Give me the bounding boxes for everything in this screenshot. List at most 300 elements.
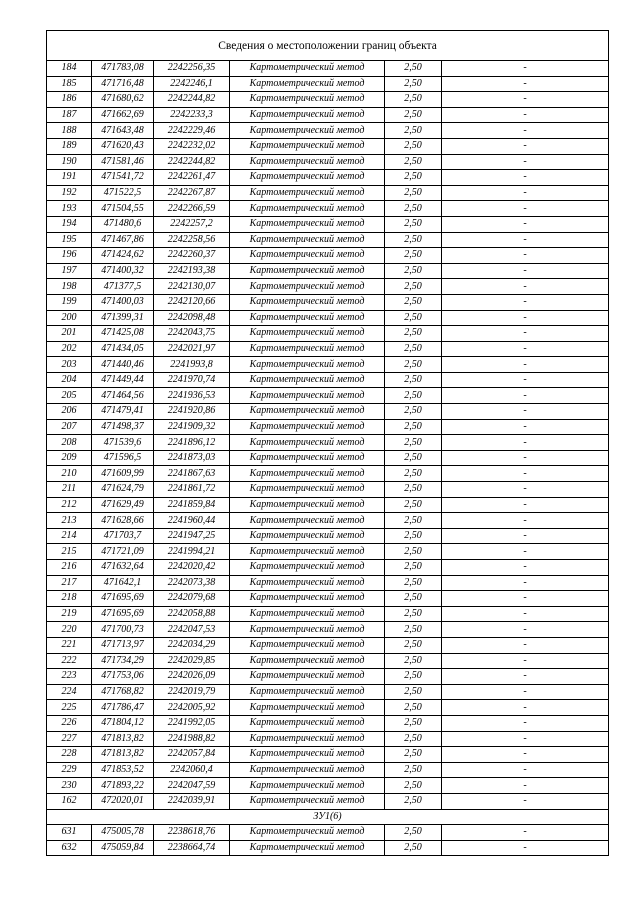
method: Картометрический метод — [230, 232, 385, 248]
y-coordinate: 2242058,88 — [154, 606, 230, 622]
method: Картометрический метод — [230, 762, 385, 778]
table-header-row — [47, 31, 609, 61]
accuracy: 2,50 — [385, 528, 442, 544]
point-number: 216 — [47, 560, 92, 576]
accuracy: 2,50 — [385, 357, 442, 373]
table-row — [47, 92, 609, 108]
method: Картометрический метод — [230, 76, 385, 92]
note: - — [442, 388, 609, 404]
note: - — [442, 825, 609, 841]
point-number: 632 — [47, 840, 92, 856]
point-number: 187 — [47, 107, 92, 123]
accuracy: 2,50 — [385, 326, 442, 342]
x-coordinate: 475059,84 — [92, 840, 154, 856]
note: - — [442, 279, 609, 295]
method: Картометрический метод — [230, 778, 385, 794]
method: Картометрический метод — [230, 450, 385, 466]
note: - — [442, 591, 609, 607]
y-coordinate: 2242098,48 — [154, 310, 230, 326]
method: Картометрический метод — [230, 560, 385, 576]
table-row — [47, 419, 609, 435]
method: Картометрический метод — [230, 700, 385, 716]
note: - — [442, 513, 609, 529]
x-coordinate: 471713,97 — [92, 637, 154, 653]
table-row — [47, 388, 609, 404]
method: Картометрический метод — [230, 435, 385, 451]
rows-body — [47, 61, 609, 810]
x-coordinate: 471440,46 — [92, 357, 154, 373]
accuracy: 2,50 — [385, 747, 442, 763]
accuracy: 2,50 — [385, 606, 442, 622]
x-coordinate: 471753,06 — [92, 669, 154, 685]
accuracy: 2,50 — [385, 92, 442, 108]
x-coordinate: 471628,66 — [92, 513, 154, 529]
method: Картометрический метод — [230, 185, 385, 201]
x-coordinate: 472020,01 — [92, 793, 154, 809]
accuracy: 2,50 — [385, 170, 442, 186]
table-row — [47, 294, 609, 310]
point-number: 227 — [47, 731, 92, 747]
table-row — [47, 560, 609, 576]
method: Картометрический метод — [230, 357, 385, 373]
point-number: 230 — [47, 778, 92, 794]
y-coordinate: 2242034,29 — [154, 637, 230, 653]
table-row — [47, 606, 609, 622]
method: Картометрический метод — [230, 653, 385, 669]
table-row — [47, 637, 609, 653]
note: - — [442, 700, 609, 716]
y-coordinate: 2241988,82 — [154, 731, 230, 747]
accuracy: 2,50 — [385, 450, 442, 466]
x-coordinate: 471643,48 — [92, 123, 154, 139]
method: Картометрический метод — [230, 575, 385, 591]
method: Картометрический метод — [230, 840, 385, 856]
method: Картометрический метод — [230, 544, 385, 560]
method: Картометрический метод — [230, 622, 385, 638]
y-coordinate: 2242019,79 — [154, 684, 230, 700]
note: - — [442, 606, 609, 622]
note: - — [442, 450, 609, 466]
table-row — [47, 201, 609, 217]
x-coordinate: 471662,69 — [92, 107, 154, 123]
table-row — [47, 107, 609, 123]
y-coordinate: 2242193,38 — [154, 263, 230, 279]
x-coordinate: 471498,37 — [92, 419, 154, 435]
table-title: Сведения о местоположении границ объекта — [47, 31, 609, 61]
table-row — [47, 513, 609, 529]
y-coordinate: 2242258,56 — [154, 232, 230, 248]
table-row — [47, 232, 609, 248]
accuracy: 2,50 — [385, 310, 442, 326]
point-number: 186 — [47, 92, 92, 108]
note: - — [442, 653, 609, 669]
method: Картометрический метод — [230, 201, 385, 217]
accuracy: 2,50 — [385, 123, 442, 139]
method: Картометрический метод — [230, 154, 385, 170]
table-row — [47, 466, 609, 482]
method: Картометрический метод — [230, 216, 385, 232]
y-coordinate: 2241909,32 — [154, 419, 230, 435]
x-coordinate: 471504,55 — [92, 201, 154, 217]
table-row — [47, 404, 609, 420]
x-coordinate: 471629,49 — [92, 497, 154, 513]
note: - — [442, 92, 609, 108]
accuracy: 2,50 — [385, 185, 442, 201]
table-row — [47, 700, 609, 716]
table-row — [47, 762, 609, 778]
accuracy: 2,50 — [385, 388, 442, 404]
point-number: 194 — [47, 216, 92, 232]
y-coordinate: 2242233,3 — [154, 107, 230, 123]
point-number: 195 — [47, 232, 92, 248]
method: Картометрический метод — [230, 825, 385, 841]
section-label: ЗУ1(6) — [47, 809, 609, 825]
note: - — [442, 466, 609, 482]
point-number: 198 — [47, 279, 92, 295]
table-row — [47, 154, 609, 170]
note: - — [442, 294, 609, 310]
note: - — [442, 170, 609, 186]
x-coordinate: 471642,1 — [92, 575, 154, 591]
note: - — [442, 326, 609, 342]
method: Картометрический метод — [230, 466, 385, 482]
point-number: 202 — [47, 341, 92, 357]
point-number: 218 — [47, 591, 92, 607]
point-number: 224 — [47, 684, 92, 700]
table-row — [47, 622, 609, 638]
point-number: 228 — [47, 747, 92, 763]
y-coordinate: 2242079,68 — [154, 591, 230, 607]
y-coordinate: 2242244,82 — [154, 154, 230, 170]
y-coordinate: 2242029,85 — [154, 653, 230, 669]
method: Картометрический метод — [230, 263, 385, 279]
point-number: 215 — [47, 544, 92, 560]
note: - — [442, 372, 609, 388]
point-number: 189 — [47, 138, 92, 154]
point-number: 201 — [47, 326, 92, 342]
method: Картометрический метод — [230, 388, 385, 404]
table-row — [47, 669, 609, 685]
point-number: 226 — [47, 715, 92, 731]
x-coordinate: 471541,72 — [92, 170, 154, 186]
note: - — [442, 216, 609, 232]
note: - — [442, 201, 609, 217]
table-row — [47, 840, 609, 856]
point-number: 196 — [47, 248, 92, 264]
table-row — [47, 357, 609, 373]
accuracy: 2,50 — [385, 248, 442, 264]
x-coordinate: 471624,79 — [92, 482, 154, 498]
x-coordinate: 471703,7 — [92, 528, 154, 544]
accuracy: 2,50 — [385, 232, 442, 248]
note: - — [442, 560, 609, 576]
x-coordinate: 471813,82 — [92, 747, 154, 763]
note: - — [442, 107, 609, 123]
y-coordinate: 2242256,35 — [154, 61, 230, 77]
table-row — [47, 778, 609, 794]
y-coordinate: 2242266,59 — [154, 201, 230, 217]
method: Картометрический метод — [230, 591, 385, 607]
y-coordinate: 2241970,74 — [154, 372, 230, 388]
table-row — [47, 185, 609, 201]
y-coordinate: 2241993,8 — [154, 357, 230, 373]
point-number: 221 — [47, 637, 92, 653]
y-coordinate: 2238618,76 — [154, 825, 230, 841]
method: Картометрический метод — [230, 528, 385, 544]
note: - — [442, 154, 609, 170]
x-coordinate: 471893,22 — [92, 778, 154, 794]
method: Картометрический метод — [230, 170, 385, 186]
accuracy: 2,50 — [385, 653, 442, 669]
note: - — [442, 482, 609, 498]
accuracy: 2,50 — [385, 840, 442, 856]
accuracy: 2,50 — [385, 700, 442, 716]
y-coordinate: 2242043,75 — [154, 326, 230, 342]
point-number: 219 — [47, 606, 92, 622]
method: Картометрический метод — [230, 731, 385, 747]
y-coordinate: 2241873,03 — [154, 450, 230, 466]
table-row — [47, 715, 609, 731]
x-coordinate: 471425,08 — [92, 326, 154, 342]
note: - — [442, 669, 609, 685]
table-row — [47, 528, 609, 544]
note: - — [442, 76, 609, 92]
table-row — [47, 435, 609, 451]
table-row — [47, 450, 609, 466]
table-row — [47, 76, 609, 92]
point-number: 190 — [47, 154, 92, 170]
point-number: 204 — [47, 372, 92, 388]
point-number: 193 — [47, 201, 92, 217]
x-coordinate: 471424,62 — [92, 248, 154, 264]
accuracy: 2,50 — [385, 466, 442, 482]
accuracy: 2,50 — [385, 715, 442, 731]
accuracy: 2,50 — [385, 61, 442, 77]
x-coordinate: 471609,99 — [92, 466, 154, 482]
point-number: 213 — [47, 513, 92, 529]
y-coordinate: 2242073,38 — [154, 575, 230, 591]
point-number: 212 — [47, 497, 92, 513]
point-number: 199 — [47, 294, 92, 310]
accuracy: 2,50 — [385, 544, 442, 560]
accuracy: 2,50 — [385, 404, 442, 420]
note: - — [442, 404, 609, 420]
x-coordinate: 471581,46 — [92, 154, 154, 170]
point-number: 207 — [47, 419, 92, 435]
note: - — [442, 497, 609, 513]
x-coordinate: 471400,03 — [92, 294, 154, 310]
accuracy: 2,50 — [385, 76, 442, 92]
note: - — [442, 61, 609, 77]
note: - — [442, 840, 609, 856]
method: Картометрический метод — [230, 61, 385, 77]
accuracy: 2,50 — [385, 637, 442, 653]
accuracy: 2,50 — [385, 107, 442, 123]
accuracy: 2,50 — [385, 154, 442, 170]
method: Картометрический метод — [230, 92, 385, 108]
method: Картометрический метод — [230, 138, 385, 154]
x-coordinate: 471680,62 — [92, 92, 154, 108]
note: - — [442, 357, 609, 373]
y-coordinate: 2241920,86 — [154, 404, 230, 420]
x-coordinate: 471464,56 — [92, 388, 154, 404]
x-coordinate: 471399,31 — [92, 310, 154, 326]
y-coordinate: 2241992,05 — [154, 715, 230, 731]
table-row — [47, 825, 609, 841]
note: - — [442, 715, 609, 731]
note: - — [442, 622, 609, 638]
method: Картометрический метод — [230, 341, 385, 357]
accuracy: 2,50 — [385, 622, 442, 638]
table-row — [47, 544, 609, 560]
table-row — [47, 731, 609, 747]
table-row — [47, 170, 609, 186]
table-row — [47, 793, 609, 809]
y-coordinate: 2242021,97 — [154, 341, 230, 357]
method: Картометрический метод — [230, 497, 385, 513]
method: Картометрический метод — [230, 294, 385, 310]
y-coordinate: 2242047,59 — [154, 778, 230, 794]
y-coordinate: 2242261,47 — [154, 170, 230, 186]
note: - — [442, 544, 609, 560]
point-number: 217 — [47, 575, 92, 591]
table-row — [47, 653, 609, 669]
accuracy: 2,50 — [385, 684, 442, 700]
note: - — [442, 684, 609, 700]
method: Картометрический метод — [230, 637, 385, 653]
y-coordinate: 2242005,92 — [154, 700, 230, 716]
method: Картометрический метод — [230, 669, 385, 685]
table-row — [47, 263, 609, 279]
method: Картометрический метод — [230, 310, 385, 326]
point-number: 208 — [47, 435, 92, 451]
boundary-table-sheet — [46, 30, 608, 856]
table-row — [47, 123, 609, 139]
x-coordinate: 471479,41 — [92, 404, 154, 420]
x-coordinate: 471853,52 — [92, 762, 154, 778]
accuracy: 2,50 — [385, 575, 442, 591]
note: - — [442, 747, 609, 763]
note: - — [442, 778, 609, 794]
x-coordinate: 471804,12 — [92, 715, 154, 731]
point-number: 209 — [47, 450, 92, 466]
x-coordinate: 471522,5 — [92, 185, 154, 201]
method: Картометрический метод — [230, 107, 385, 123]
x-coordinate: 471434,05 — [92, 341, 154, 357]
table-row — [47, 279, 609, 295]
note: - — [442, 263, 609, 279]
table-row — [47, 61, 609, 77]
y-coordinate: 2242267,87 — [154, 185, 230, 201]
table-row — [47, 575, 609, 591]
y-coordinate: 2241861,72 — [154, 482, 230, 498]
point-number: 211 — [47, 482, 92, 498]
point-number: 229 — [47, 762, 92, 778]
accuracy: 2,50 — [385, 201, 442, 217]
method: Картометрический метод — [230, 248, 385, 264]
point-number: 188 — [47, 123, 92, 139]
section-row — [47, 809, 609, 825]
y-coordinate: 2242039,91 — [154, 793, 230, 809]
y-coordinate: 2242020,42 — [154, 560, 230, 576]
table-row — [47, 216, 609, 232]
table-row — [47, 591, 609, 607]
y-coordinate: 2241994,21 — [154, 544, 230, 560]
method: Картометрический метод — [230, 606, 385, 622]
table-row — [47, 684, 609, 700]
method: Картометрический метод — [230, 326, 385, 342]
accuracy: 2,50 — [385, 372, 442, 388]
x-coordinate: 471716,48 — [92, 76, 154, 92]
x-coordinate: 471596,5 — [92, 450, 154, 466]
x-coordinate: 471377,5 — [92, 279, 154, 295]
note: - — [442, 248, 609, 264]
y-coordinate: 2241960,44 — [154, 513, 230, 529]
y-coordinate: 2242260,37 — [154, 248, 230, 264]
accuracy: 2,50 — [385, 435, 442, 451]
accuracy: 2,50 — [385, 294, 442, 310]
method: Картометрический метод — [230, 123, 385, 139]
y-coordinate: 2241859,84 — [154, 497, 230, 513]
table-row — [47, 482, 609, 498]
y-coordinate: 2242120,66 — [154, 294, 230, 310]
x-coordinate: 471480,6 — [92, 216, 154, 232]
accuracy: 2,50 — [385, 216, 442, 232]
method: Картометрический метод — [230, 513, 385, 529]
accuracy: 2,50 — [385, 341, 442, 357]
method: Картометрический метод — [230, 482, 385, 498]
point-number: 631 — [47, 825, 92, 841]
point-number: 220 — [47, 622, 92, 638]
x-coordinate: 471467,86 — [92, 232, 154, 248]
x-coordinate: 471449,44 — [92, 372, 154, 388]
table-row — [47, 326, 609, 342]
x-coordinate: 471721,09 — [92, 544, 154, 560]
y-coordinate: 2242229,46 — [154, 123, 230, 139]
x-coordinate: 471700,73 — [92, 622, 154, 638]
table-row — [47, 372, 609, 388]
y-coordinate: 2241947,25 — [154, 528, 230, 544]
y-coordinate: 2241936,53 — [154, 388, 230, 404]
x-coordinate: 471783,08 — [92, 61, 154, 77]
coordinates-table — [46, 30, 609, 856]
note: - — [442, 575, 609, 591]
x-coordinate: 471695,69 — [92, 591, 154, 607]
y-coordinate: 2242060,4 — [154, 762, 230, 778]
note: - — [442, 528, 609, 544]
method: Картометрический метод — [230, 419, 385, 435]
x-coordinate: 475005,78 — [92, 825, 154, 841]
accuracy: 2,50 — [385, 263, 442, 279]
point-number: 197 — [47, 263, 92, 279]
method: Картометрический метод — [230, 747, 385, 763]
accuracy: 2,50 — [385, 731, 442, 747]
table-row — [47, 497, 609, 513]
y-coordinate: 2242257,2 — [154, 216, 230, 232]
point-number: 184 — [47, 61, 92, 77]
accuracy: 2,50 — [385, 482, 442, 498]
x-coordinate: 471786,47 — [92, 700, 154, 716]
point-number: 225 — [47, 700, 92, 716]
y-coordinate: 2242130,07 — [154, 279, 230, 295]
x-coordinate: 471400,32 — [92, 263, 154, 279]
accuracy: 2,50 — [385, 513, 442, 529]
accuracy: 2,50 — [385, 762, 442, 778]
y-coordinate: 2242057,84 — [154, 747, 230, 763]
note: - — [442, 232, 609, 248]
method: Картометрический метод — [230, 404, 385, 420]
note: - — [442, 793, 609, 809]
